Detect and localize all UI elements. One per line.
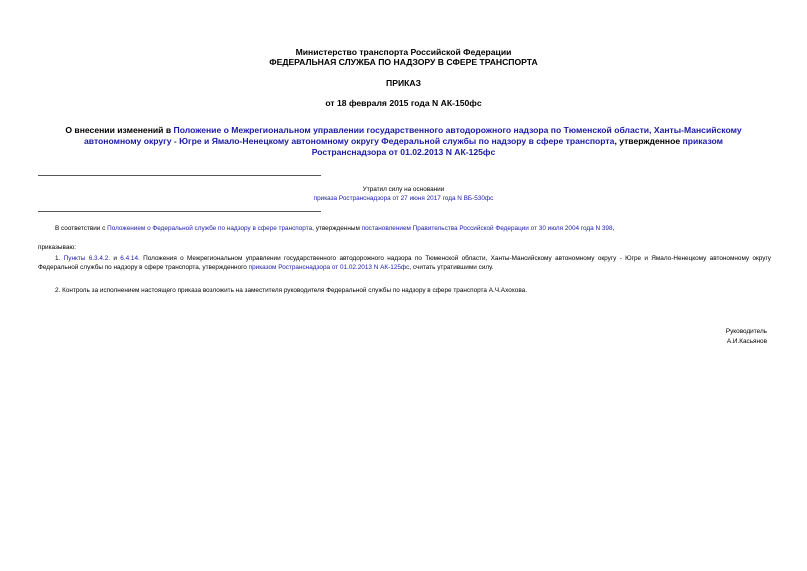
lost-force-note: Утратил силу на основании — [362, 186, 445, 193]
doc-type: ПРИКАЗ — [386, 78, 421, 88]
link-order-ak125[interactable]: приказом Ространснадзора от 01.02.2013 N АК-125фс — [311, 136, 723, 157]
item1-mid: Положения о Межрегиональном управлении государственного автодорожного надзора по Тюменской области, Ханты-Мансийскому автономному округу - Югре и Ямало-Ненецкому автономному округу Федеральной службы по надзору в сфере транспорта, утвержденного — [38, 255, 771, 271]
link-order-ak125-body[interactable]: приказом Ространснадзора от 01.02.2013 N АК-125фс — [248, 263, 410, 271]
intro-mid: , утвержденным — [312, 225, 362, 232]
link-clause-6414[interactable]: 6.4.14. — [120, 255, 140, 262]
item-1 — [38, 255, 771, 272]
doc-date: от 18 февраля 2015 года N АК-150фс — [325, 98, 482, 108]
intro-post: , — [612, 225, 615, 232]
service-name: ФЕДЕРАЛЬНАЯ СЛУЖБА ПО НАДЗОРУ В СФЕРЕ ТРАНСПОРТА — [269, 57, 538, 67]
title-prefix: О внесении изменений в — [65, 125, 174, 135]
item-2: 2. Контроль за исполнением настоящего приказа возложить на заместителя руководителя Федеральной службы по надзору в сфере транспорта А.Ч.Ахохова. — [55, 287, 528, 294]
signature-name: А.И.Касьянов — [726, 338, 767, 345]
item1-pre: 1. — [55, 255, 64, 262]
link-service-regulation[interactable]: Положением о Федеральной службе по надзору в сфере транспорта — [107, 225, 313, 232]
link-clause-63442[interactable]: Пункты 6.3.4.2. — [63, 255, 111, 262]
intro-paragraph — [38, 225, 771, 234]
doc-title — [60, 125, 747, 158]
lost-force-link-wrap — [0, 195, 807, 204]
intro-pre: В соответствии с — [55, 225, 108, 232]
item1-post: , считать утратившими силу. — [409, 263, 494, 271]
item1-and: и — [110, 255, 121, 262]
signature-position: Руководитель — [725, 328, 767, 335]
link-lost-force-order[interactable]: приказа Ространснадзора от 27 июня 2017 года N ВБ-530фс — [313, 195, 494, 202]
order-word: приказываю: — [38, 244, 76, 251]
title-middle: , утвержденное — [614, 136, 683, 146]
link-government-decree[interactable]: постановлением Правительства Российской Федерации от 30 июля 2004 года N 398 — [361, 225, 613, 232]
ministry-name: Министерство транспорта Российской Федерации — [295, 47, 512, 57]
link-regulation[interactable]: Положение о Межрегиональном управлении государственного автодорожного надзора по Тюменской области, Ханты-Мансийскому автономному округу - Югре и Ямало-Ненецкому автономному округу Федеральной службы по надзору в сфере транспорта — [84, 125, 742, 146]
divider-bottom — [38, 211, 321, 212]
divider-top — [38, 175, 321, 176]
